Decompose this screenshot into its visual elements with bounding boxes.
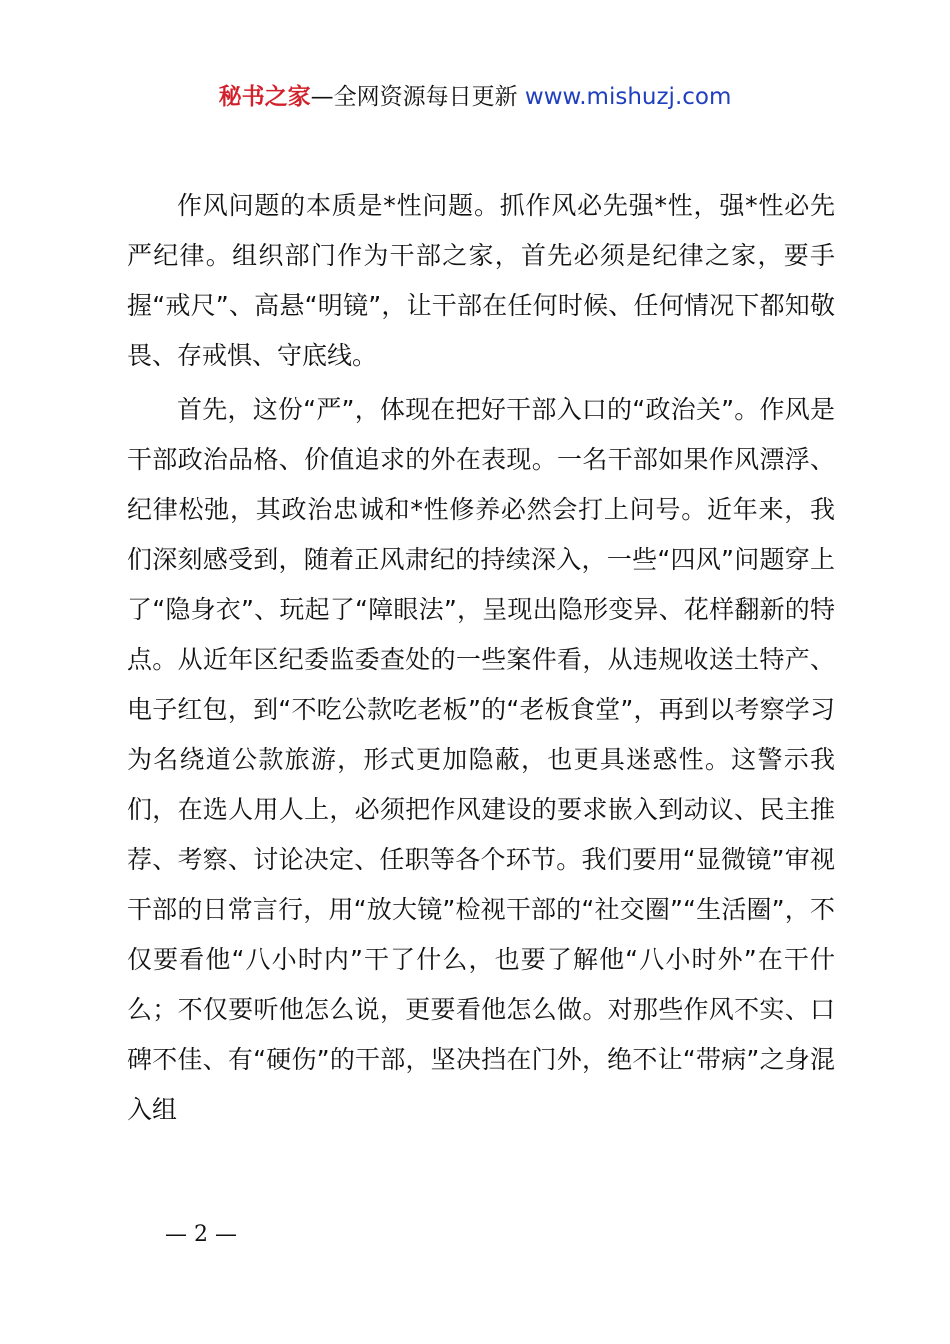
site-tagline: —全网资源每日更新 [310,84,518,110]
paragraph-1: 作风问题的本质是*性问题。抓作风必先强*性，强*性必先严纪律。组织部门作为干部之家，首先必须是纪律之家，要手握“戒尺”、高悬“明镜”，让干部在任何时候、任何情况下都知敬畏、存戒惧、守底线。 [127,191,835,370]
site-brand: 秘书之家 [218,84,311,110]
page-number: — 2 — [165,1222,237,1247]
paragraph-2: 首先，这份“严”，体现在把好干部入口的“政治关”。作风是干部政治品格、价值追求的外在表现。一名干部如果作风漂浮、纪律松弛，其政治忠诚和*性修养必然会打上问号。近年来，我们深刻感受到，随着正风肃纪的持续深入，一些“四风”问题穿上了“隐身衣”、玩起了“障眼法”，呈现出隐形变异、花样翻新的特点。从近年区纪委监委查处的一些案件看，从违规收送土特产、电子红包，到“不吃公款吃老板”的“老板食堂”，再到以考察学习为名绕道公款旅游，形式更加隐蔽，也更具迷惑性。这警示我们，在选人用人上，必须把作风建设的要求嵌入到动议、民主推荐、考察、讨论决定、任职等各个环节。我们要用“显微镜”审视干部的日常言行，用“放大镜”检视干部的“社交圈”“生活圈”，不仅要看他“八小时内”干了什么，也要了解他“八小时外”在干什么；不仅要听他怎么说，更要看他怎么做。对那些作风不实、口碑不佳、有“硬伤”的干部，坚决挡在门外，绝不让“带病”之身混入组 [127,395,835,1124]
site-url-link[interactable]: www.mishuzj.com [524,84,732,110]
site-header [0,80,950,114]
document-body [127,181,835,1135]
